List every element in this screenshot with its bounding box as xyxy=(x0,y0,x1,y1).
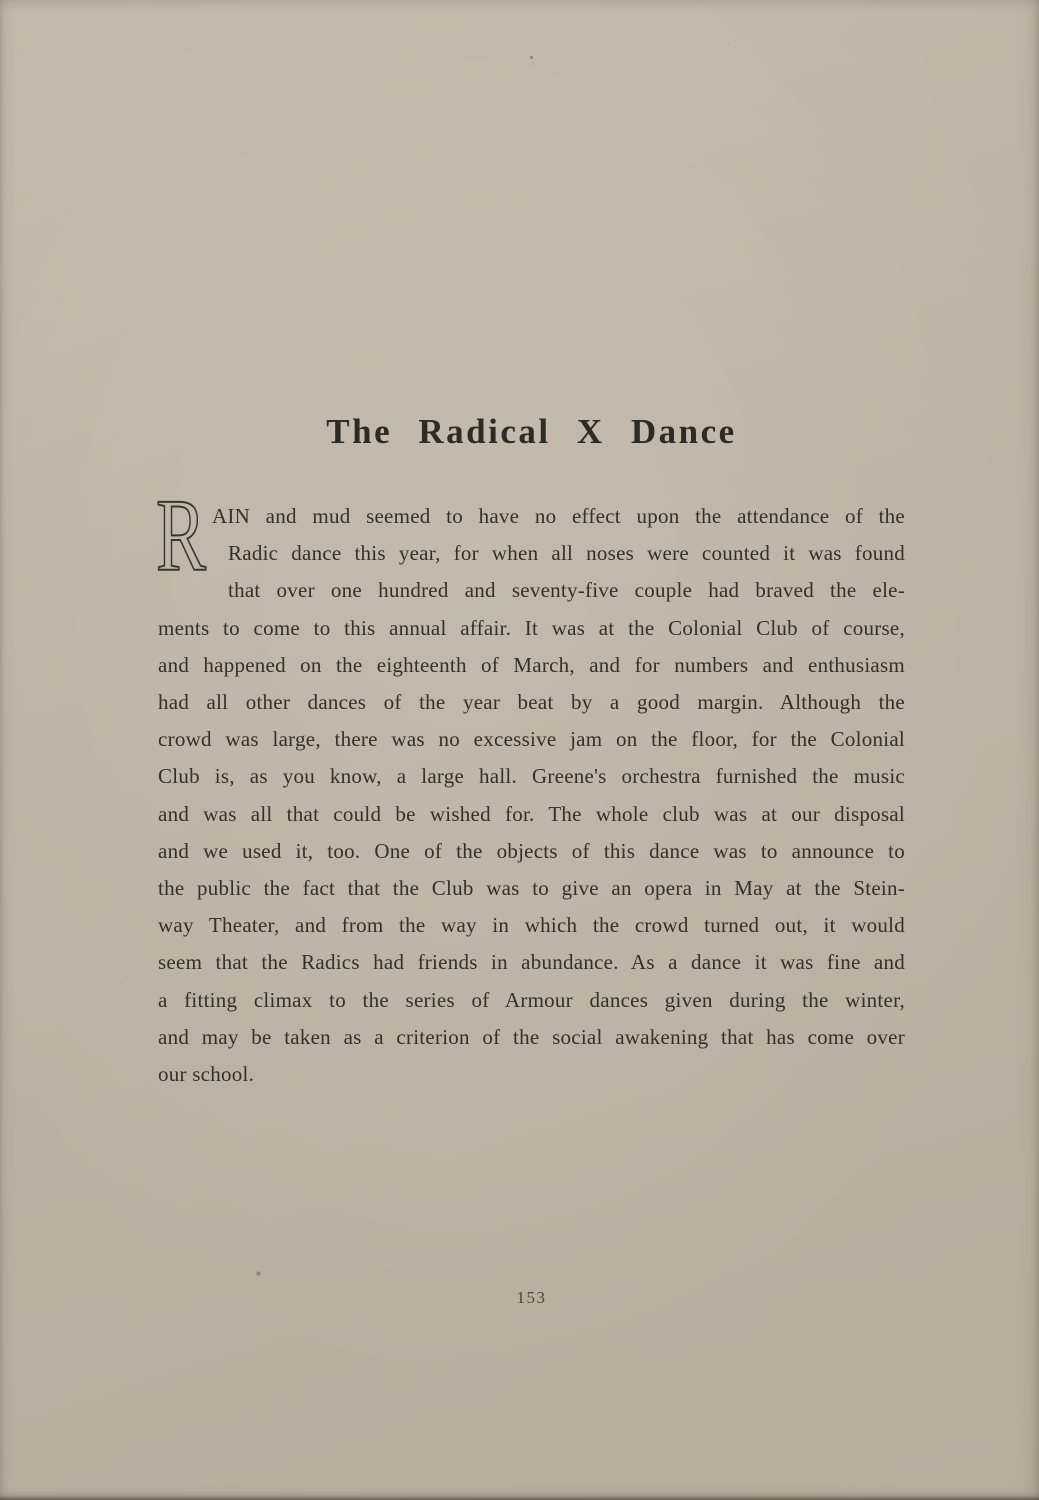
body-line: crowd was large, there was no excessive jam on the floor, for the Colonial xyxy=(158,727,905,752)
body-line: way Theater, and from the way in which the crowd turned out, it would xyxy=(158,913,905,938)
body-line: the public the fact that the Club was to give an opera in May at the Stein- xyxy=(158,876,905,901)
body-line: and we used it, too. One of the objects of this dance was to announce to xyxy=(158,838,905,863)
body-line: and may be taken as a criterion of the social awakening that has come over xyxy=(158,1024,905,1049)
drop-cap-initial: R xyxy=(156,478,207,593)
paper-speckles xyxy=(0,0,1,1)
body-line: that over one hundred and seventy-five couple had braved the ele- xyxy=(228,578,905,603)
page-number: 153 xyxy=(516,1288,547,1307)
body-line: ments to come to this annual affair. It was at the Colonial Club of course, xyxy=(158,615,905,640)
body-line: our school. xyxy=(158,1062,255,1087)
body-line: Radic dance this year, for when all noses were counted it was found xyxy=(228,541,905,566)
body-line: Club is, as you know, a large hall. Greene's orchestra furnished the music xyxy=(158,764,905,789)
body-paragraph xyxy=(156,478,905,1093)
body-line: and happened on the eighteenth of March, and for numbers and enthusiasm xyxy=(158,652,905,677)
body-line: a fitting climax to the series of Armour dances given during the winter, xyxy=(158,987,905,1012)
body-line: AIN and mud seemed to have no effect upon the attendance of the xyxy=(212,504,905,528)
scan-bottom-edge xyxy=(0,1496,1039,1500)
page-title: The Radical X Dance xyxy=(326,412,737,451)
body-line: had all other dances of the year beat by a good margin. Although the xyxy=(158,690,905,715)
body-line: seem that the Radics had friends in abundance. As a dance it was fine and xyxy=(158,950,905,975)
body-line: and was all that could be wished for. The whole club was at our disposal xyxy=(158,801,905,826)
